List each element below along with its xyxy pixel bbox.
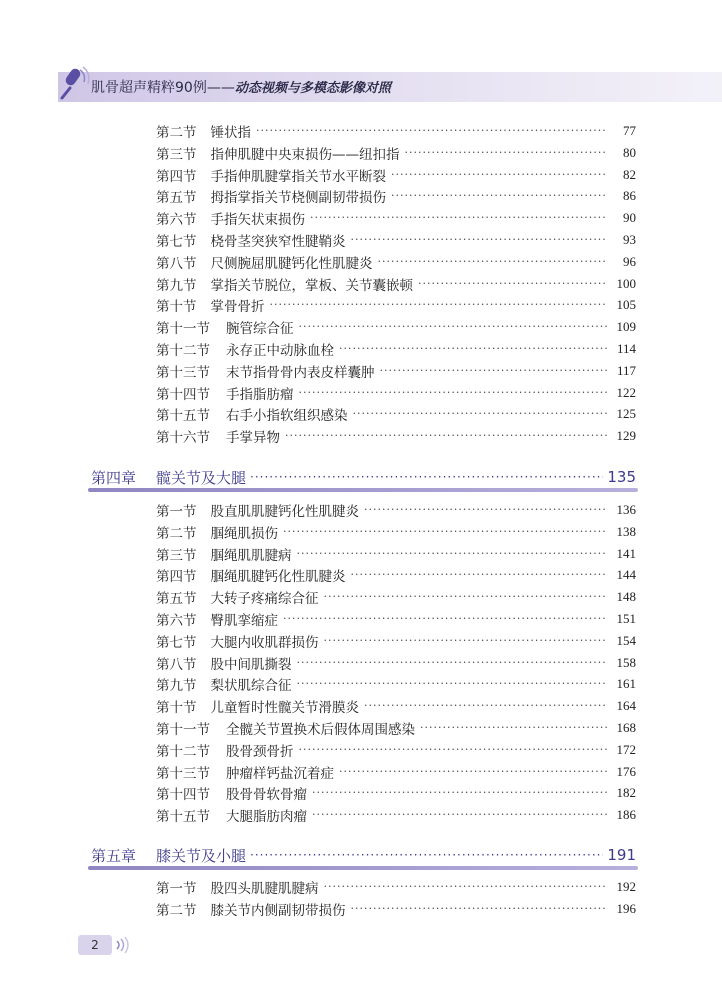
toc-section-row <box>156 783 636 803</box>
leader-dots <box>339 339 607 359</box>
toc-section-row <box>156 252 636 272</box>
section-number: 第十四节 <box>156 386 210 403</box>
leader-dots <box>297 653 608 673</box>
sound-wave-icon <box>114 936 130 954</box>
section-number: 第十节 <box>156 700 197 717</box>
toc-section-row <box>156 230 636 250</box>
section-title: 股骨颈骨折 <box>226 743 294 760</box>
section-number: 第九节 <box>156 678 197 695</box>
leader-dots <box>418 274 607 294</box>
section-title: 掌骨骨折 <box>210 299 265 316</box>
section-title: 腘绳肌腱钙化性肌腱炎 <box>210 569 346 586</box>
section-page: 117 <box>616 362 636 378</box>
page-header <box>0 0 722 110</box>
microphone-icon <box>56 64 92 104</box>
section-number: 第二节 <box>156 525 197 542</box>
toc-section-row <box>156 404 636 424</box>
section-title: 股骨骨软骨瘤 <box>226 787 307 804</box>
section-page: 192 <box>616 879 636 894</box>
section-page: 138 <box>616 523 636 539</box>
leader-dots <box>270 295 608 315</box>
leader-dots <box>391 186 607 206</box>
section-title: 右手小指软组织感染 <box>226 408 348 425</box>
section-title: 手指伸肌腱掌指关节水平断裂 <box>210 168 386 185</box>
toc-section-row <box>156 317 636 337</box>
leader-dots <box>364 500 607 520</box>
section-number: 第十二节 <box>156 343 210 359</box>
section-number: 第三节 <box>156 547 197 564</box>
section-title: 手指矢状束损伤 <box>210 212 305 229</box>
section-page: 77 <box>623 123 636 138</box>
toc-section-row <box>156 121 636 141</box>
section-page: 109 <box>616 319 636 335</box>
section-title: 腘绳肌肌腱病 <box>210 547 292 564</box>
section-page: 100 <box>616 275 636 291</box>
leader-dots <box>324 631 608 651</box>
leader-dots <box>283 609 607 629</box>
toc-section-row <box>156 500 636 520</box>
toc-section-row <box>156 653 636 673</box>
chapter-page: 135 <box>607 468 636 486</box>
leader-dots <box>299 383 608 403</box>
section-title: 股中间肌撕裂 <box>210 656 292 673</box>
leader-dots <box>420 718 607 738</box>
toc-section-row <box>156 631 636 651</box>
toc-chapter-row <box>91 843 636 867</box>
leader-dots <box>380 361 608 381</box>
chapter-number: 第五章 <box>91 846 137 865</box>
section-title: 拇指掌指关节桡侧副韧带损伤 <box>210 190 386 207</box>
section-title: 永存正中动脉血栓 <box>226 343 334 359</box>
toc-section-row <box>156 274 636 294</box>
chapter-page: 191 <box>607 846 636 864</box>
chapter-underline <box>88 866 638 870</box>
section-page: 90 <box>623 210 636 226</box>
section-title: 全髋关节置换术后假体周围感染 <box>226 722 415 738</box>
chapter-number: 第四章 <box>91 468 137 487</box>
section-number: 第一节 <box>156 881 197 897</box>
leader-dots <box>405 143 608 163</box>
section-title: 儿童暂时性髋关节滑膜炎 <box>210 700 359 717</box>
leader-dots <box>351 565 608 585</box>
section-title: 手指脂肪瘤 <box>226 386 294 403</box>
section-title: 桡骨茎突狭窄性腱鞘炎 <box>210 234 346 250</box>
toc-section-row <box>156 587 636 607</box>
section-number: 第一节 <box>156 504 197 520</box>
section-number: 第九节 <box>156 277 197 294</box>
section-page: 196 <box>616 900 636 916</box>
section-number: 第四节 <box>156 569 197 586</box>
leader-dots <box>312 783 607 803</box>
toc-section-row <box>156 426 636 446</box>
section-page: 168 <box>616 720 636 735</box>
toc-section-row <box>156 544 636 564</box>
leader-dots <box>297 544 608 564</box>
toc-section-row <box>156 295 636 315</box>
section-page: 96 <box>623 253 636 269</box>
section-number: 第十六节 <box>156 430 210 447</box>
section-title: 大腿脂肪肉瘤 <box>226 809 307 826</box>
section-page: 186 <box>616 807 636 823</box>
section-number: 第二节 <box>156 902 197 919</box>
section-page: 172 <box>616 741 636 757</box>
toc-section-row <box>156 339 636 359</box>
page-number: 2 <box>78 935 112 955</box>
leader-dots <box>324 587 608 607</box>
section-page: 86 <box>623 188 636 204</box>
toc-section-row <box>156 208 636 228</box>
leader-dots <box>364 696 607 716</box>
toc-section-row <box>156 383 636 403</box>
toc-section-row <box>156 805 636 825</box>
toc-section-row <box>156 696 636 716</box>
section-page: 82 <box>623 166 636 182</box>
section-page: 182 <box>616 785 636 801</box>
section-page: 148 <box>616 589 636 605</box>
toc-section-row <box>156 674 636 694</box>
section-page: 80 <box>623 144 636 160</box>
chapter-title: 膝关节及小腿 <box>156 846 247 865</box>
toc-section-row <box>156 565 636 585</box>
leader-dots <box>297 674 608 694</box>
leader-dots <box>378 252 608 272</box>
section-title: 肿瘤样钙盐沉着症 <box>226 765 334 782</box>
leader-dots <box>339 762 607 782</box>
chapter-underline <box>88 488 638 492</box>
section-number: 第十二节 <box>156 743 210 760</box>
section-number: 第八节 <box>156 255 197 272</box>
section-title: 末节指骨骨内表皮样囊肿 <box>226 364 375 381</box>
leader-dots <box>391 165 607 185</box>
section-page: 136 <box>616 502 636 517</box>
section-title: 掌指关节脱位，掌板、关节囊嵌顿 <box>210 277 413 294</box>
toc-section-row <box>156 762 636 782</box>
section-title: 手掌异物 <box>226 430 280 447</box>
section-page: 176 <box>616 763 636 779</box>
leader-dots <box>283 522 607 542</box>
leader-dots <box>250 465 603 489</box>
section-number: 第五节 <box>156 190 197 207</box>
section-page: 122 <box>616 384 636 400</box>
section-page: 105 <box>616 297 636 313</box>
section-title: 大转子疼痛综合征 <box>210 591 319 608</box>
section-page: 158 <box>616 654 636 670</box>
toc-section-row <box>156 718 636 738</box>
section-page: 93 <box>623 232 636 247</box>
section-page: 129 <box>616 428 636 444</box>
section-number: 第十五节 <box>156 809 210 826</box>
book-title-main: 肌骨超声精粹90例—— <box>91 80 235 96</box>
section-page: 164 <box>616 698 636 714</box>
section-number: 第五节 <box>156 591 197 608</box>
section-page: 154 <box>616 632 636 648</box>
section-page: 151 <box>616 611 636 626</box>
section-title: 锤状指 <box>210 125 251 141</box>
section-number: 第十四节 <box>156 787 210 804</box>
section-title: 梨状肌综合征 <box>210 678 292 695</box>
section-title: 股直肌肌腱钙化性肌腱炎 <box>210 504 359 520</box>
toc-section-row <box>156 877 636 897</box>
section-title: 臀肌挛缩症 <box>210 613 278 629</box>
section-title: 尺侧腕屈肌腱钙化性肌腱炎 <box>210 255 373 272</box>
section-number: 第六节 <box>156 212 197 229</box>
section-title: 指伸肌腱中央束损伤——纽扣指 <box>210 146 400 163</box>
toc-chapter-row <box>91 465 636 489</box>
book-title-subtitle: 动态视频与多模态影像对照 <box>234 81 391 96</box>
toc-section-row <box>156 740 636 760</box>
leader-dots <box>250 843 603 867</box>
section-title: 腕管综合征 <box>226 321 294 338</box>
toc-section-row <box>156 609 636 629</box>
section-number: 第三节 <box>156 146 197 163</box>
section-number: 第六节 <box>156 613 197 629</box>
section-page: 161 <box>616 676 636 692</box>
section-page: 125 <box>616 406 636 422</box>
leader-dots <box>256 121 607 141</box>
section-number: 第十一节 <box>156 722 210 738</box>
leader-dots <box>285 426 607 446</box>
section-title: 膝关节内侧副韧带损伤 <box>210 902 346 919</box>
section-number: 第七节 <box>156 634 197 651</box>
section-page: 141 <box>616 545 636 561</box>
toc-section-row <box>156 165 636 185</box>
leader-dots <box>351 230 608 250</box>
chapter-title: 髋关节及大腿 <box>156 468 247 487</box>
section-page: 114 <box>616 341 636 356</box>
section-number: 第十五节 <box>156 408 210 425</box>
toc-section-row <box>156 143 636 163</box>
section-page: 144 <box>616 567 636 583</box>
section-title: 大腿内收肌群损伤 <box>210 634 319 651</box>
section-number: 第十三节 <box>156 364 210 381</box>
section-number: 第七节 <box>156 234 197 250</box>
leader-dots <box>310 208 607 228</box>
toc-section-row <box>156 522 636 542</box>
leader-dots <box>299 317 608 337</box>
toc-section-row <box>156 361 636 381</box>
section-number: 第八节 <box>156 656 197 673</box>
section-number: 第四节 <box>156 168 197 185</box>
toc-section-row <box>156 186 636 206</box>
book-title <box>91 77 391 97</box>
section-number: 第十一节 <box>156 321 210 338</box>
section-title: 股四头肌腱肌腱病 <box>210 881 319 897</box>
toc-section-row <box>156 899 636 919</box>
leader-dots <box>299 740 608 760</box>
leader-dots <box>353 404 608 424</box>
section-number: 第十节 <box>156 299 197 316</box>
section-number: 第十三节 <box>156 765 210 782</box>
leader-dots <box>312 805 607 825</box>
leader-dots <box>351 899 608 919</box>
section-title: 腘绳肌损伤 <box>210 525 278 542</box>
section-number: 第二节 <box>156 125 197 141</box>
leader-dots <box>324 877 608 897</box>
